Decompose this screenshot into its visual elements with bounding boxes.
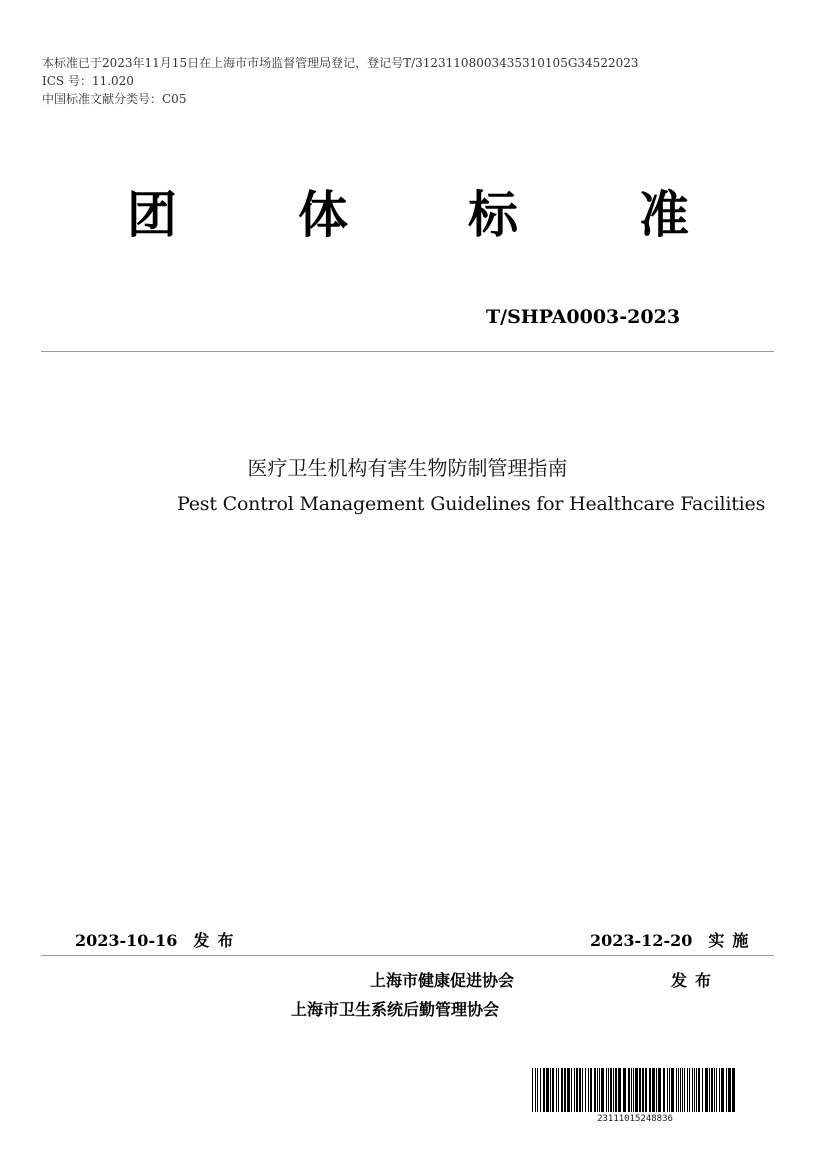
implementation-label: 实施	[708, 931, 757, 950]
barcode-bar	[564, 1068, 566, 1112]
barcode-bar	[599, 1068, 600, 1112]
publish-label: 发布	[671, 971, 720, 990]
barcode-bar	[682, 1068, 683, 1112]
barcode-bar	[543, 1068, 545, 1112]
barcode-bar	[618, 1068, 621, 1112]
barcode-bar	[635, 1068, 638, 1112]
barcode-bar	[567, 1068, 570, 1112]
barcode-bar	[639, 1068, 641, 1112]
barcode-bar	[692, 1068, 693, 1112]
barcode-bar	[576, 1068, 578, 1112]
barcode-bar	[680, 1068, 681, 1112]
title-char: 准	[639, 186, 689, 244]
barcode-bar	[597, 1068, 598, 1112]
barcode-bar	[719, 1068, 720, 1112]
barcode-bar	[696, 1068, 697, 1112]
barcode-image	[530, 1068, 740, 1112]
barcode-bar	[585, 1068, 586, 1112]
barcode-bar	[678, 1068, 679, 1112]
barcode-bar	[556, 1068, 557, 1112]
barcode-number: 23111015248836	[597, 1114, 673, 1124]
barcode-bar	[698, 1068, 700, 1112]
barcode-bar	[721, 1068, 724, 1112]
title-english: Pest Control Management Guidelines for Healthcare Facilities	[177, 493, 766, 515]
barcode-bar	[571, 1068, 572, 1112]
barcode-bar	[579, 1068, 581, 1112]
divider	[41, 351, 774, 352]
barcode-bar	[550, 1068, 551, 1112]
barcode-bar	[546, 1068, 549, 1112]
barcode-bar	[610, 1068, 612, 1112]
document-type-title	[0, 185, 815, 255]
barcode-bar	[658, 1068, 661, 1112]
barcode-bar	[628, 1068, 630, 1112]
barcode-bar	[711, 1068, 713, 1112]
implementation-date-block	[590, 928, 756, 951]
barcode-bar	[649, 1068, 651, 1112]
barcode-bar	[582, 1068, 583, 1112]
issue-date-block	[75, 928, 241, 951]
barcode-bar	[728, 1068, 731, 1112]
implementation-date: 2023-12-20	[590, 931, 693, 950]
barcode-bar	[642, 1068, 644, 1112]
barcode-bar	[689, 1068, 690, 1112]
barcode-bar	[687, 1068, 688, 1112]
barcode-bar	[645, 1068, 647, 1112]
title-char: 体	[298, 186, 348, 244]
barcode-bar	[656, 1068, 657, 1112]
barcode-bar	[709, 1068, 710, 1112]
standard-code: T/SHPA0003-2023	[486, 306, 681, 328]
barcode-bar	[694, 1068, 695, 1112]
title-chinese: 医疗卫生机构有害生物防制管理指南	[247, 456, 568, 480]
registration-note: 本标准已于2023年11月15日在上海市市场监督管理局登记，登记号T/31231108003435310105G34522023	[42, 56, 639, 70]
title-char: 标	[468, 186, 518, 244]
barcode-bar	[588, 1068, 589, 1112]
barcode-bar	[540, 1068, 541, 1112]
barcode-bar	[726, 1068, 727, 1112]
publisher-org-2: 上海市卫生系统后勤管理协会	[291, 1000, 500, 1019]
barcode-bar	[676, 1068, 677, 1112]
barcode-bar	[615, 1068, 617, 1112]
title-char: 团	[127, 186, 177, 244]
barcode-bar	[652, 1068, 655, 1112]
barcode-bar	[732, 1068, 735, 1112]
barcode-bar	[716, 1068, 717, 1112]
issue-label: 发布	[193, 931, 242, 950]
barcode-bar	[537, 1068, 538, 1112]
barcode-bar	[574, 1068, 575, 1112]
divider	[41, 955, 774, 956]
barcode-bar	[705, 1068, 708, 1112]
barcode-bar	[558, 1068, 559, 1112]
barcode-bar	[623, 1068, 626, 1112]
barcode-bar	[608, 1068, 609, 1112]
ics-number: ICS 号：11.020	[42, 74, 134, 88]
barcode-bar	[613, 1068, 614, 1112]
ccs-number: 中国标准文献分类号：C05	[42, 92, 187, 106]
barcode-bar	[594, 1068, 596, 1112]
barcode-bar	[535, 1068, 536, 1112]
barcode-bar	[667, 1068, 668, 1112]
barcode-bar	[532, 1068, 533, 1112]
barcode-bar	[702, 1068, 703, 1112]
barcode-bar	[671, 1068, 674, 1112]
barcode-bar	[631, 1068, 632, 1112]
barcode-bar	[633, 1068, 634, 1112]
barcode-bar	[669, 1068, 670, 1112]
barcode-bar	[663, 1068, 665, 1112]
barcode-bar	[590, 1068, 592, 1112]
publisher-org-1: 上海市健康促进协会	[370, 971, 515, 990]
barcode-bar	[601, 1068, 604, 1112]
barcode-bar	[606, 1068, 607, 1112]
issue-date: 2023-10-16	[75, 931, 178, 950]
barcode-bar	[561, 1068, 563, 1112]
barcode-bar	[552, 1068, 554, 1112]
barcode-bar	[714, 1068, 715, 1112]
barcode-bar	[684, 1068, 685, 1112]
